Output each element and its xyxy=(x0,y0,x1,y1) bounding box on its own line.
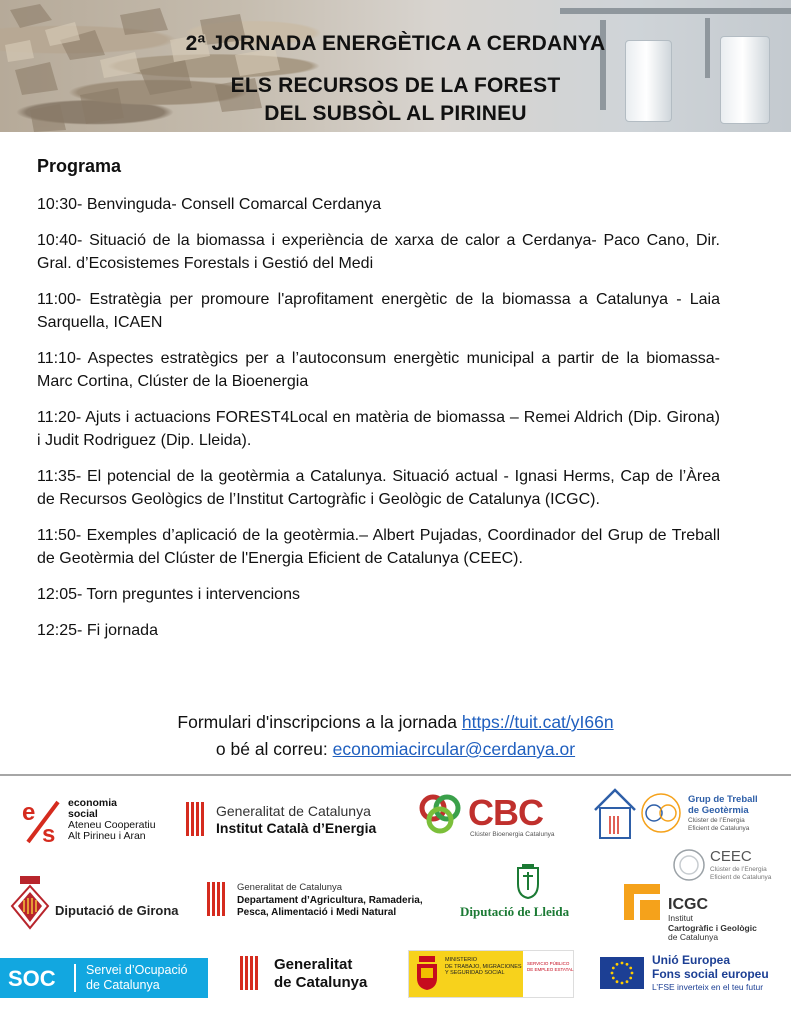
spain-coat-of-arms-icon xyxy=(413,956,441,992)
logo-soc xyxy=(0,958,208,998)
agenda-item: 10:30- Benvinguda- Consell Comarcal Cerdanya xyxy=(37,196,382,213)
agenda-item: 11:20- Ajuts i actuacions FOREST4Local en matèria de biomassa – Remei Aldrich (Dip. Girona) i Judit Rodriguez (Dip. Lleida). xyxy=(37,409,720,449)
icaen-line1: Generalitat de Catalunya xyxy=(216,803,371,819)
geo-line4: Eficient de Catalunya xyxy=(688,825,750,832)
email-link[interactable]: economiacircular@cerdanya.or xyxy=(332,739,576,759)
pipe xyxy=(560,8,791,14)
agenda-item: 10:40- Situació de la biomassa i experiència de xarxa de calor a Cerdanya- Paco Cano, Dir. Gral. d’Ecosistemes Forestals i Gestió del Medi xyxy=(37,232,720,272)
generalitat-line1: Generalitat xyxy=(274,956,353,973)
geo-line3: Clúster de l’Energia xyxy=(688,817,745,824)
agri-line2: Departament d’Agricultura, Ramaderia, xyxy=(237,895,423,906)
logo-departament-agricultura xyxy=(207,882,457,922)
logo-icgc xyxy=(624,882,784,942)
icgc-line3: de Catalunya xyxy=(668,932,719,942)
header-title-line-2: ELS RECURSOS DE LA FOREST xyxy=(230,74,561,97)
cbc-name: CBC xyxy=(468,792,543,833)
header-title-line-1: 2ª JORNADA ENERGÈTICA A CERDANYA xyxy=(185,32,606,55)
agenda-item: 12:05- Torn preguntes i intervencions xyxy=(37,586,300,603)
soc-line2: de Catalunya xyxy=(86,978,160,992)
logo-icaen xyxy=(186,802,406,838)
program-heading: Programa xyxy=(37,156,122,176)
min-line4: SERVICIO PÚBLICO xyxy=(527,961,570,966)
min-sepe-box xyxy=(523,951,573,997)
agenda-list xyxy=(37,193,720,655)
logo-generalitat xyxy=(240,956,390,996)
lleida-name: Diputació de Lleida xyxy=(460,904,570,919)
girona-shield-icon xyxy=(10,876,50,930)
logo-ministerio xyxy=(408,950,574,998)
logo-grup-geotermia xyxy=(592,786,782,846)
registration-link[interactable]: https://tuit.cat/yI66n xyxy=(461,712,614,732)
ue-line1: Unió Europea xyxy=(652,953,731,967)
eu-flag-icon xyxy=(600,957,644,989)
agenda-item: 11:00- Estratègia per promoure l'aprofitament energètic de la biomassa a Catalunya - Laia Sarquella, ICAEN xyxy=(37,291,720,331)
ceec-line2: Eficient de Catalunya xyxy=(710,873,772,881)
ceec-circle-icon xyxy=(672,848,706,882)
icaen-line2: Institut Català d’Energia xyxy=(216,820,377,836)
soc-separator xyxy=(74,964,76,992)
soc-line1: Servei d’Ocupació xyxy=(86,963,188,977)
cbc-sub: Clúster Bioenergia Catalunya xyxy=(470,831,555,838)
icgc-line1: Institut xyxy=(668,913,694,923)
logo-economia-social xyxy=(18,798,168,848)
icgc-line2: Cartogràfic i Geològic xyxy=(668,922,757,933)
thermometer-icon xyxy=(640,792,682,834)
es-logo-icon xyxy=(18,798,66,844)
min-line5: DE EMPLEO ESTATAL xyxy=(527,967,574,972)
agenda-item: 11:10- Aspectes estratègics per a l’autoconsum energètic municipal a partir de la biomassa- Marc Cortina, Clúster de la Bioenergia xyxy=(37,350,720,390)
geo-line2: de Geotèrmia xyxy=(688,805,749,816)
agenda-item: 11:50- Exemples d’aplicació de la geotèrmia.– Albert Pujadas, Coordinador del Grup de Treball de Geotèrmia del Clúster de l'Energia Eficient de Catalunya (CEEC). xyxy=(37,527,720,567)
header-banner xyxy=(0,0,791,132)
senyera-icon xyxy=(207,882,225,916)
ceec-name: CEEC xyxy=(710,848,752,865)
agenda-item: 11:35- El potencial de la geotèrmia a Catalunya. Situació actual - Ignasi Herms, Cap de l’Àrea de Recursos Geològics de l’Institut Cartogràfic i Geològic de Catalunya (ICGC). xyxy=(37,468,720,508)
registration-info xyxy=(0,709,791,763)
logo-cbc xyxy=(416,790,566,842)
logo-diputacio-lleida xyxy=(458,864,598,924)
house-icon xyxy=(592,786,638,840)
senyera-icon xyxy=(240,956,258,990)
es-line4: Alt Pirineu i Aran xyxy=(68,830,146,842)
agri-line3: Pesca, Alimentació i Medi Natural xyxy=(237,907,397,918)
logo-diputacio-girona xyxy=(10,876,190,932)
es-line2: social xyxy=(68,808,98,820)
geo-line1: Grup de Treball xyxy=(688,794,758,805)
girona-name: Diputació de Girona xyxy=(55,903,179,918)
es-line3: Ateneu Cooperatiu xyxy=(68,819,156,831)
es-line1: economia xyxy=(68,797,118,809)
email-line xyxy=(0,736,791,763)
min-line1: MINISTERIO xyxy=(445,957,478,963)
min-line2: DE TRABAJO, MIGRACIONES xyxy=(445,963,522,970)
lleida-crest-icon xyxy=(513,864,543,900)
ue-line3: L’FSE inverteix en el teu futur xyxy=(652,982,764,992)
header-title-line-3: DEL SUBSÒL AL PIRINEU xyxy=(264,102,527,125)
agri-line1: Generalitat de Catalunya xyxy=(237,882,343,893)
ceec-line1: Clúster de l’Energia xyxy=(710,866,767,873)
icgc-square-icon xyxy=(624,884,660,920)
senyera-icon xyxy=(186,802,204,836)
email-prefix: o bé al correu: xyxy=(215,739,333,759)
cbc-ring-icon xyxy=(416,790,464,838)
svg-text:s: s xyxy=(42,821,56,844)
svg-text:e: e xyxy=(22,799,36,826)
icgc-name: ICGC xyxy=(668,896,708,913)
logo-unio-europea xyxy=(600,953,785,997)
min-line3: Y SEGURIDAD SOCIAL xyxy=(445,970,505,976)
registration-line xyxy=(0,709,791,736)
registration-text: Formulari d'inscripcions a la jornada xyxy=(177,712,462,732)
soc-name: SOC xyxy=(8,966,56,991)
agenda-item: 12:25- Fi jornada xyxy=(37,622,158,639)
logo-ceec xyxy=(672,848,782,884)
ue-line2: Fons social europeu xyxy=(652,967,769,981)
divider xyxy=(0,774,791,776)
generalitat-line2: de Catalunya xyxy=(274,974,368,991)
